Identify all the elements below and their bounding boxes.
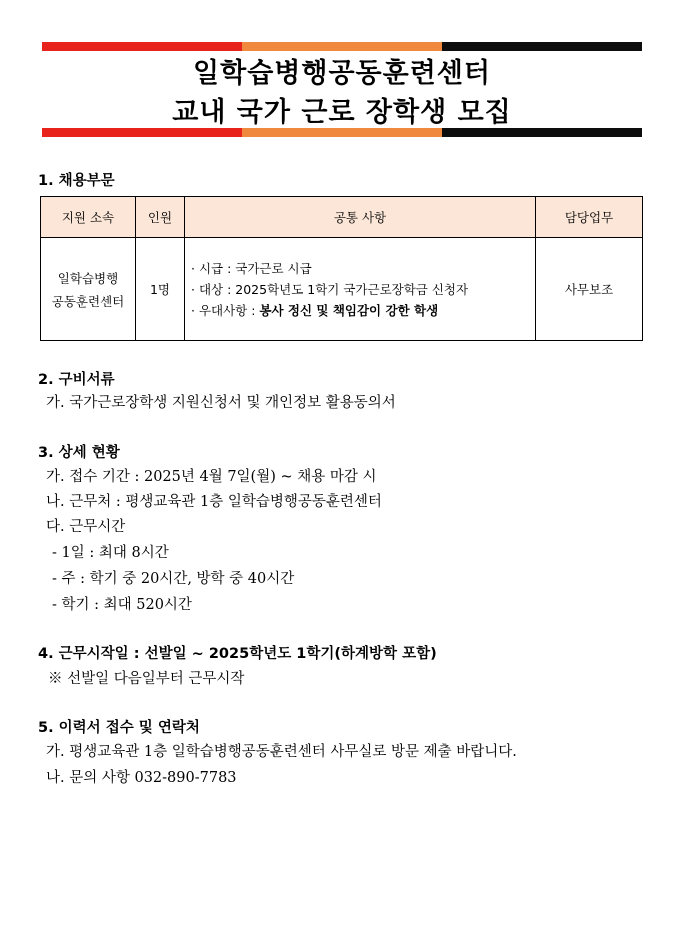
list-item: 다. 근무시간 — [46, 519, 126, 535]
title-bar-top — [42, 42, 642, 51]
table-header-row — [41, 197, 643, 238]
list-item: 나. 근무처 : 평생교육관 1층 일학습병행공동훈련센터 — [46, 494, 382, 510]
bar-segment-orange — [242, 42, 442, 51]
detail-target: · 대상 : 2025학년도 1학기 국가근로장학금 신청자 — [191, 281, 469, 297]
title-bar-bottom — [42, 128, 642, 137]
list-item: ※ 선발일 다음일부터 근무시작 — [48, 671, 245, 687]
cell-duty: 사무보조 — [536, 238, 643, 341]
bar-segment-red — [42, 42, 242, 51]
header-count: 인원 — [136, 197, 185, 238]
page-title-line1: 일학습병행공동훈련센터 — [193, 58, 491, 89]
header-department: 지원 소속 — [41, 197, 136, 238]
list-item: - 주 : 학기 중 20시간, 방학 중 40시간 — [52, 571, 295, 587]
detail-wage: · 시급 : 국가근로 시급 — [191, 260, 312, 276]
header-duty: 담당업무 — [536, 197, 643, 238]
section-heading-2: 2. 구비서류 — [38, 372, 115, 388]
list-item: - 1일 : 최대 8시간 — [52, 545, 169, 561]
page-title-line2: 교내 국가 근로 장학생 모집 — [172, 97, 512, 128]
detail-preference-value: 봉사 정신 및 책임감이 강한 학생 — [259, 302, 439, 318]
bar-segment-orange — [242, 128, 442, 137]
list-item: 가. 평생교육관 1층 일학습병행공동훈련센터 사무실로 방문 제출 바랍니다. — [46, 744, 517, 760]
list-item: 나. 문의 사항 032-890-7783 — [46, 770, 237, 786]
cell-department — [41, 238, 136, 341]
list-item: 가. 접수 기간 : 2025년 4월 7일(월) ~ 채용 마감 시 — [46, 469, 377, 485]
department-line1: 일학습병행 — [57, 270, 119, 286]
recruitment-table — [40, 196, 643, 341]
detail-preference-label: · 우대사항 : — [191, 302, 260, 318]
list-item: 가. 국가근로장학생 지원신청서 및 개인정보 활용동의서 — [46, 395, 396, 411]
bar-segment-black — [442, 42, 642, 51]
section-heading-5: 5. 이력서 접수 및 연락처 — [38, 720, 200, 736]
department-line2: 공동훈련센터 — [51, 293, 125, 309]
cell-details — [185, 238, 536, 341]
section-heading-1: 1. 채용부문 — [38, 173, 115, 189]
section-heading-3: 3. 상세 현황 — [38, 445, 120, 461]
list-item: - 학기 : 최대 520시간 — [52, 597, 192, 613]
cell-count: 1명 — [136, 238, 185, 341]
table-row — [41, 238, 643, 341]
bar-segment-red — [42, 128, 242, 137]
header-common-details: 공통 사항 — [185, 197, 536, 238]
section-heading-4: 4. 근무시작일 : 선발일 ~ 2025학년도 1학기(하계방학 포함) — [38, 646, 437, 662]
bar-segment-black — [442, 128, 642, 137]
detail-preference — [191, 300, 534, 321]
